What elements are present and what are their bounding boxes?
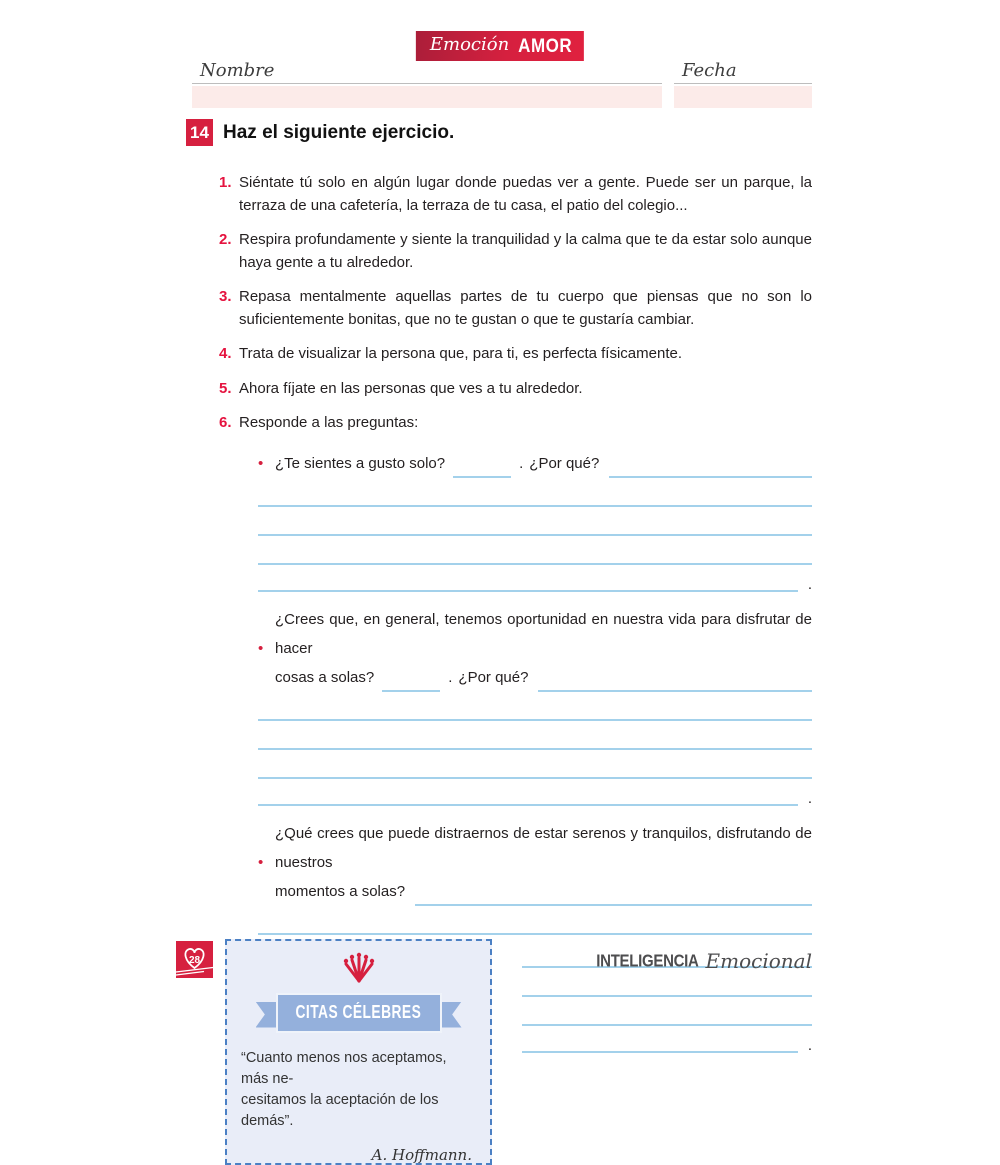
exercise-number-badge: 14 bbox=[186, 119, 213, 146]
question-1-answer-line[interactable] bbox=[258, 563, 798, 592]
question-1 bbox=[258, 449, 812, 592]
emotion-badge-script: Emoción bbox=[429, 34, 510, 55]
question-3 bbox=[258, 819, 812, 935]
quotes-banner-ribbon bbox=[256, 990, 462, 1036]
question-1-answer-line[interactable] bbox=[258, 536, 812, 565]
question-1-prompt-row bbox=[258, 449, 812, 478]
question-2-answer-line[interactable] bbox=[258, 721, 812, 750]
bullet-icon: • bbox=[258, 454, 264, 472]
quotes-banner-title: CITAS CÉLEBRES bbox=[295, 1002, 422, 1023]
step-text: Ahora fíjate en las personas que ves a tu alrededor. bbox=[239, 379, 583, 397]
step-number: 3. bbox=[219, 288, 232, 305]
question-2-answer-line[interactable] bbox=[538, 670, 812, 692]
question-2-prompt-row bbox=[258, 663, 812, 692]
page-number: 28 bbox=[188, 955, 201, 966]
question-2-answer-line[interactable] bbox=[258, 777, 798, 806]
quote-text bbox=[241, 1048, 476, 1132]
steps-list bbox=[220, 172, 812, 435]
question-3-answer-line[interactable] bbox=[522, 997, 812, 1026]
question-2-text-line1: ¿Crees que, en general, tenemos oportunidad en nuestra vida para disfrutar de hacer bbox=[275, 610, 812, 657]
question-2-answer-line[interactable] bbox=[258, 750, 812, 779]
step-item-4 bbox=[220, 343, 812, 366]
step-number: 1. bbox=[219, 174, 232, 191]
question-3-last-answer-line bbox=[522, 1026, 812, 1053]
step-number: 6. bbox=[219, 414, 232, 431]
question-2-last-answer-line bbox=[258, 779, 812, 806]
question-1-period: . bbox=[519, 454, 524, 472]
date-input[interactable] bbox=[674, 86, 812, 108]
question-1-answer-line[interactable] bbox=[258, 478, 812, 507]
question-3-text-line1: ¿Qué crees que puede distraernos de estar serenos y tranquilos, disfrutando de nuestros bbox=[275, 824, 812, 871]
date-label: Fecha bbox=[674, 60, 812, 84]
header-fields bbox=[192, 60, 812, 108]
page-number-badge bbox=[176, 941, 213, 978]
question-1-last-answer-line bbox=[258, 565, 812, 592]
question-1-end-period: . bbox=[807, 575, 812, 593]
question-3-prompt-row bbox=[258, 877, 812, 906]
step-text: Repasa mentalmente aquellas partes de tu cuerpo que piensas que no son lo suficientemente bonitas, que no te gustan o que te gustaría cambiar. bbox=[239, 288, 812, 328]
step-item-6 bbox=[220, 412, 812, 435]
question-2-text: cosas a solas? bbox=[275, 668, 375, 686]
question-2-period: . bbox=[448, 668, 453, 686]
question-2-first-row bbox=[258, 605, 812, 663]
emotion-badge-caps: AMOR bbox=[518, 34, 573, 56]
step-text: Siéntate tú solo en algún lugar donde puedas ver a gente. Puede ser un parque, la terraza de una cafetería, la terraza de tu casa, el patio del colegio... bbox=[239, 174, 812, 214]
question-3-answer-line[interactable] bbox=[415, 884, 812, 906]
famous-quotes-box bbox=[225, 939, 492, 1165]
step-item-2 bbox=[220, 229, 812, 274]
question-2-followup: ¿Por qué? bbox=[458, 668, 529, 686]
step-number: 4. bbox=[219, 345, 232, 362]
step-text: Trata de visualizar la persona que, para ti, es perfecta físicamente. bbox=[239, 345, 683, 362]
quote-author: A. Hoffmann. bbox=[371, 1145, 472, 1164]
step-item-3 bbox=[220, 286, 812, 331]
question-1-text: ¿Te sientes a gusto solo? bbox=[275, 454, 446, 472]
question-2-end-period: . bbox=[807, 789, 812, 807]
exercise-title: Haz el siguiente ejercicio. bbox=[223, 121, 455, 143]
quote-line-1: “Cuanto menos nos aceptamos, más ne- bbox=[241, 1049, 447, 1087]
name-field bbox=[192, 60, 662, 108]
brand-script: Emocional bbox=[705, 949, 812, 973]
question-1-answer-line[interactable] bbox=[258, 507, 812, 536]
date-field bbox=[674, 60, 812, 108]
exercise-content bbox=[186, 158, 812, 1165]
question-3-text: momentos a solas? bbox=[275, 882, 406, 900]
question-2 bbox=[258, 605, 812, 806]
step-item-5 bbox=[220, 378, 812, 401]
step-text: Responde a las preguntas: bbox=[239, 414, 419, 431]
bullet-icon: • bbox=[258, 639, 264, 657]
question-2-answer-line[interactable] bbox=[258, 692, 812, 721]
bullet-icon: • bbox=[258, 853, 264, 871]
step-number: 5. bbox=[219, 379, 232, 397]
question-1-followup: ¿Por qué? bbox=[529, 454, 600, 472]
crown-icon bbox=[241, 951, 476, 990]
question-3-answer-line[interactable] bbox=[522, 1024, 798, 1053]
name-input[interactable] bbox=[192, 86, 662, 108]
series-brand bbox=[596, 949, 812, 973]
ribbon-band bbox=[276, 993, 442, 1033]
question-3-first-row bbox=[258, 819, 812, 877]
name-label: Nombre bbox=[192, 60, 662, 84]
question-3-end-period: . bbox=[807, 1036, 812, 1054]
step-number: 2. bbox=[219, 231, 232, 248]
quote-line-2: cesitamos la aceptación de los demás”. bbox=[241, 1091, 439, 1129]
brand-caps: INTELIGENCIA bbox=[596, 951, 699, 971]
questions-section bbox=[258, 449, 812, 935]
question-3-answer-line[interactable] bbox=[258, 906, 812, 935]
step-item-1 bbox=[220, 172, 812, 217]
question-1-short-answer-blank[interactable] bbox=[453, 456, 511, 478]
question-2-short-answer-blank[interactable] bbox=[382, 670, 440, 692]
question-1-answer-line[interactable] bbox=[609, 456, 812, 478]
emotion-badge bbox=[416, 31, 584, 61]
step-text: Respira profundamente y siente la tranquilidad y la calma que te da estar solo aunque haya gente a tu alrededor. bbox=[239, 231, 812, 271]
exercise-heading bbox=[186, 119, 454, 146]
